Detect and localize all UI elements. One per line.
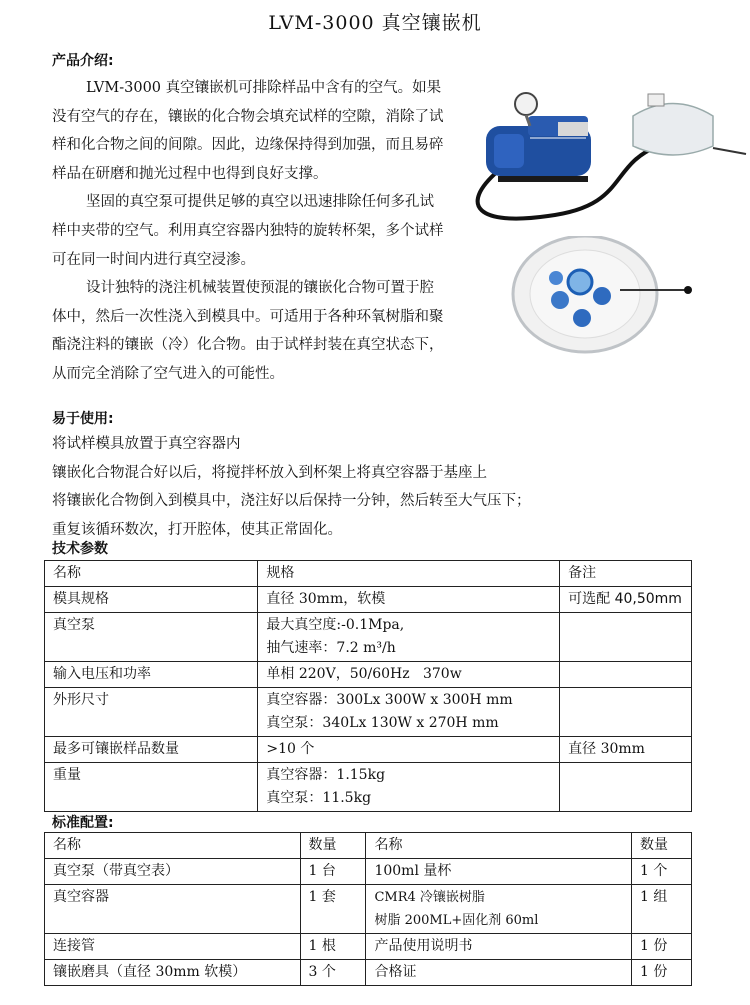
- spec-note: [560, 662, 692, 688]
- item-qty: 1 套: [300, 885, 366, 934]
- intro-paragraph-2: 坚固的真空泵可提供足够的真空以迅速排除任何多孔试样中夹带的空气。利用真空容器内独特的旋转杯架，多个试样可在同一时间内进行真空浸渗。: [52, 194, 444, 268]
- usage-heading: 易于使用:: [52, 411, 114, 427]
- spec-line: >10 个: [266, 741, 315, 757]
- spec-value: [258, 662, 560, 688]
- config-heading: 标准配置:: [52, 815, 114, 831]
- item-qty: 1 台: [300, 859, 366, 885]
- item-line: 100ml 量杯: [374, 863, 452, 879]
- table-row: [45, 885, 692, 934]
- item-qty: 1 组: [632, 885, 692, 934]
- spec-line: 直径 30mm，软模: [266, 591, 386, 607]
- spec-name: 重量: [45, 763, 258, 812]
- table-row: [45, 737, 692, 763]
- spec-line: 真空泵：340Lx 130W x 270H mm: [266, 715, 499, 731]
- spec-heading: 技术参数: [52, 541, 108, 557]
- item-name: 真空泵（带真空表）: [45, 859, 301, 885]
- usage-steps: [52, 430, 531, 544]
- table-row: [45, 960, 692, 986]
- spec-note: 直径 30mm: [560, 737, 692, 763]
- item-line: 树脂 200ML+固化剂 60ml: [374, 913, 539, 928]
- intro-paragraph-3: 设计独特的浇注机械装置使预混的镶嵌化合物可置于腔体中，然后一次性浇入到模具中。可适用于各种环氧树脂和聚酯浇注料的镶嵌（冷）化合物。由于试样封装在真空状态下，从而完全消除了空气进入的可能性。: [52, 280, 444, 382]
- item-name: 真空容器: [45, 885, 301, 934]
- vacuum-pump-photo: [458, 76, 748, 226]
- usage-step: 将镶嵌化合物倒入到模具中，浇注好以后保持一分钟，然后转至大气压下；: [52, 493, 531, 509]
- spec-value: [258, 688, 560, 737]
- item-line: 合格证: [374, 964, 417, 980]
- spec-note: [560, 688, 692, 737]
- spec-line: 单相 220V，50/60Hz 370w: [266, 666, 462, 682]
- config-table: [44, 832, 692, 986]
- item-qty: 1 根: [300, 934, 366, 960]
- spec-name: 模具规格: [45, 587, 258, 613]
- spec-line: 真空容器：1.15kg: [266, 767, 386, 783]
- table-header-row: [45, 833, 692, 859]
- spec-line: 最大真空度:-0.1Mpa,: [266, 617, 405, 633]
- column-header: 名称: [45, 561, 258, 587]
- column-header: 数量: [632, 833, 692, 859]
- table-row: [45, 613, 692, 662]
- item-qty: 1 份: [632, 960, 692, 986]
- item-line: CMR4 冷镶嵌树脂: [374, 890, 485, 905]
- item-name: [366, 859, 632, 885]
- item-qty: 1 份: [632, 934, 692, 960]
- spec-name: 外形尺寸: [45, 688, 258, 737]
- intro-paragraph-1: LVM-3000 真空镶嵌机可排除样品中含有的空气。如果没有空气的存在，镶嵌的化合物会填充试样的空隙，消除了试样和化合物之间的间隙。因此，边缘保持得到加强，而且易碎样品在研磨和抛光过程中也得到良好支撑。: [52, 80, 444, 182]
- usage-step: 将试样模具放置于真空容器内: [52, 436, 241, 452]
- usage-step: 重复该循环数次，打开腔体，使其正常固化。: [52, 521, 342, 538]
- intro-heading: 产品介绍:: [52, 53, 114, 69]
- column-header: 数量: [300, 833, 366, 859]
- item-name: [366, 885, 632, 934]
- table-row: [45, 587, 692, 613]
- spec-value: [258, 613, 560, 662]
- item-line: 产品使用说明书: [374, 938, 473, 954]
- table-row: [45, 934, 692, 960]
- item-name: [366, 960, 632, 986]
- spec-note: [560, 763, 692, 812]
- table-row: [45, 859, 692, 885]
- spec-value: [258, 587, 560, 613]
- column-header: 名称: [366, 833, 632, 859]
- column-header: 名称: [45, 833, 301, 859]
- usage-step: 镶嵌化合物混合好以后，将搅拌杯放入到杯架上将真空容器于基座上: [52, 464, 487, 481]
- item-qty: 1 个: [632, 859, 692, 885]
- item-name: 连接管: [45, 934, 301, 960]
- intro-text: [52, 74, 447, 389]
- spec-table: [44, 560, 692, 812]
- item-name: 镶嵌磨具（直径 30mm 软模）: [45, 960, 301, 986]
- column-header: 备注: [560, 561, 692, 587]
- column-header: 规格: [258, 561, 560, 587]
- spec-name: 真空泵: [45, 613, 258, 662]
- vacuum-container-top-photo: [510, 236, 750, 356]
- spec-line: 真空容器：300Lx 300W x 300H mm: [266, 692, 513, 708]
- spec-line: 真空泵：11.5kg: [266, 790, 372, 806]
- spec-note: [560, 613, 692, 662]
- spec-note: 可选配 40,50mm: [560, 587, 692, 613]
- spec-value: [258, 763, 560, 812]
- page-title: LVM-3000 真空镶嵌机: [268, 12, 482, 34]
- spec-name: 输入电压和功率: [45, 662, 258, 688]
- spec-name: 最多可镶嵌样品数量: [45, 737, 258, 763]
- table-row: [45, 662, 692, 688]
- spec-value: [258, 737, 560, 763]
- table-row: [45, 763, 692, 812]
- table-header-row: [45, 561, 692, 587]
- table-row: [45, 688, 692, 737]
- item-qty: 3 个: [300, 960, 366, 986]
- spec-line: 抽气速率：7.2 m³/h: [266, 640, 396, 656]
- item-name: [366, 934, 632, 960]
